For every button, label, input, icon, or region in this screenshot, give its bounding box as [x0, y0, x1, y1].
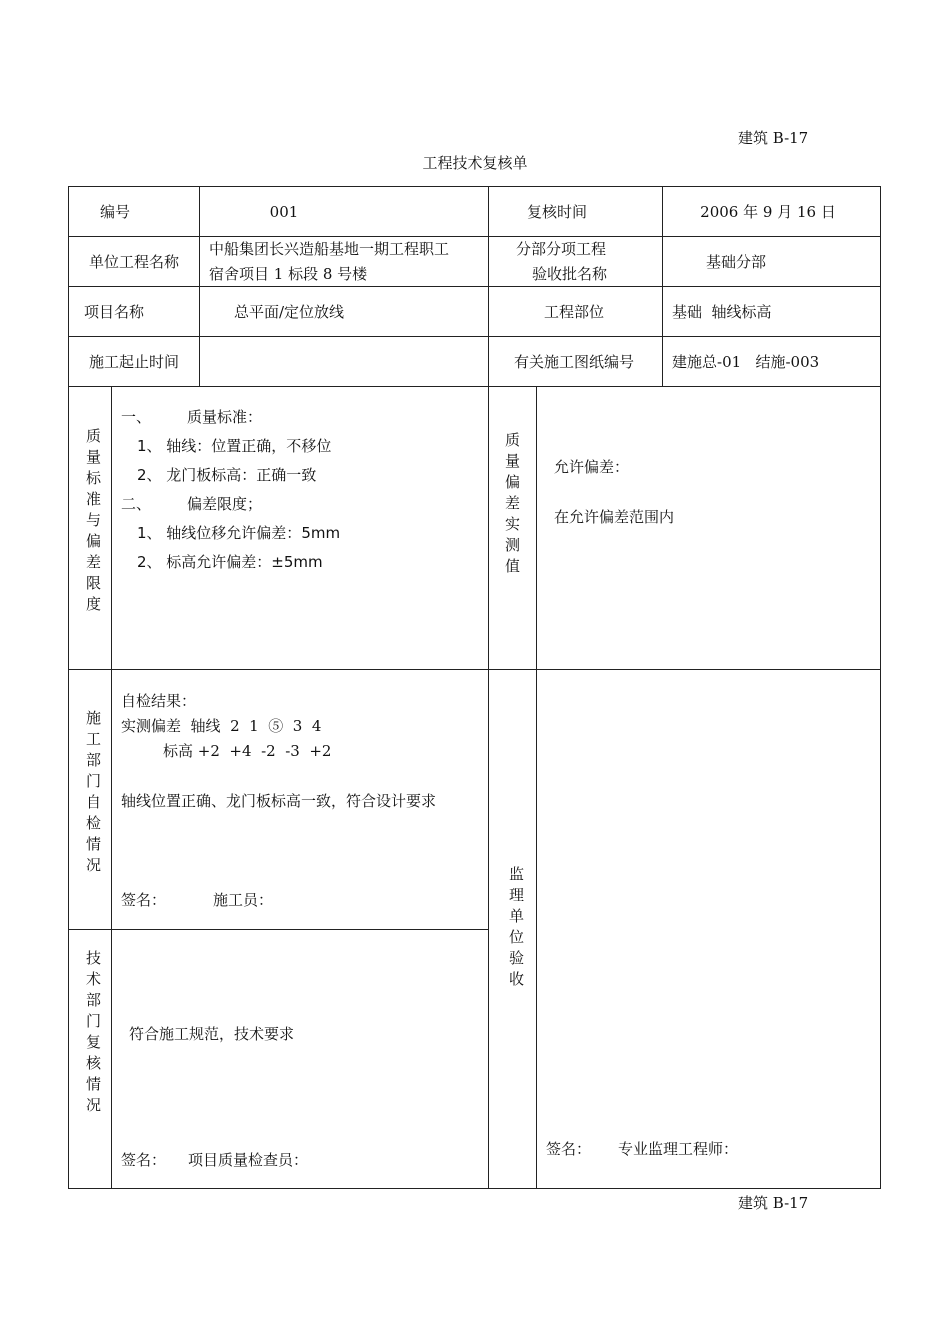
self-check-conclusion: 轴线位置正确、龙门板标高一致，符合设计要求 [121, 792, 437, 810]
row-divider [68, 669, 881, 670]
value-unit-project-line2: 宿舍项目 1 标段 8 号楼 [209, 265, 368, 283]
col-divider [111, 386, 112, 1189]
quality-line: 偏差限度； [187, 495, 263, 513]
quality-line: 1、 轴线位移允许偏差：5mm [137, 524, 341, 542]
tech-review-conclusion: 符合施工规范，技术要求 [129, 1025, 295, 1043]
label-item-name: 项目名称 [83, 302, 144, 321]
label-quality-standard: 质量标准与偏差限度 [84, 428, 102, 617]
label-subproject-line2: 验收批名称 [532, 265, 608, 283]
label-self-check: 施工部门自检情况 [84, 710, 102, 878]
self-check-signer: 施工员： [213, 891, 274, 909]
value-number: 001 [269, 202, 299, 221]
col-divider [536, 386, 537, 1189]
value-project-part: 基础 轴线标高 [672, 302, 772, 321]
supervision-signer: 专业监理工程师： [618, 1140, 739, 1158]
tech-review-signer: 项目质量检查员： [188, 1151, 309, 1169]
row-divider [68, 929, 489, 930]
quality-line: 2、 标高允许偏差：±5mm [137, 553, 323, 571]
quality-line: 2、 龙门板标高：正确一致 [137, 466, 317, 484]
form-code-top: 建筑 B-17 [738, 129, 809, 147]
quality-line: 二、 [121, 495, 152, 513]
label-project-part: 工程部位 [543, 302, 604, 321]
deviation-result: 在允许偏差范围内 [554, 508, 675, 526]
self-check-sign-label: 签名： [121, 891, 167, 909]
label-tech-review: 技术部门复核情况 [84, 950, 102, 1118]
value-unit-project-line1: 中船集团长兴造船基地一期工程职工 [209, 240, 450, 258]
label-supervision-acceptance: 监理单位验收 [507, 866, 525, 992]
self-check-line: 自检结果： [121, 692, 197, 710]
document-title: 工程技术复核单 [422, 154, 528, 172]
label-drawing-number: 有关施工图纸编号 [513, 352, 634, 371]
quality-line: 1、 轴线：位置正确，不移位 [137, 437, 332, 455]
table-border-bottom [68, 1188, 881, 1189]
label-unit-project: 单位工程名称 [88, 252, 179, 271]
label-number: 编号 [99, 202, 130, 221]
self-check-line: 实测偏差 轴线 2 1 ⑤ 3 4 [121, 717, 322, 735]
allowed-deviation: 允许偏差： [554, 458, 630, 476]
tech-review-sign-label: 签名： [121, 1151, 167, 1169]
quality-line: 质量标准： [187, 408, 263, 426]
self-check-line: 标高 +2 +4 -2 -3 +2 [163, 742, 332, 760]
row-divider [68, 386, 881, 387]
label-measured-deviation: 质量偏差实测值 [503, 432, 521, 579]
value-construction-period [209, 337, 484, 386]
value-item-name: 总平面/定位放线 [234, 302, 345, 321]
table-border-right [880, 186, 881, 1189]
label-construction-period: 施工起止时间 [88, 352, 179, 371]
quality-line: 一、 [121, 408, 152, 426]
value-subproject: 基础分部 [706, 252, 767, 271]
supervision-sign-label: 签名： [546, 1140, 592, 1158]
value-review-time: 2006 年 9 月 16 日 [700, 202, 836, 221]
form-code-bottom: 建筑 B-17 [738, 1194, 809, 1212]
label-review-time: 复核时间 [526, 202, 587, 221]
label-subproject-line1: 分部分项工程 [516, 240, 607, 258]
value-drawing-number: 建施总-01 结施-003 [672, 352, 820, 371]
